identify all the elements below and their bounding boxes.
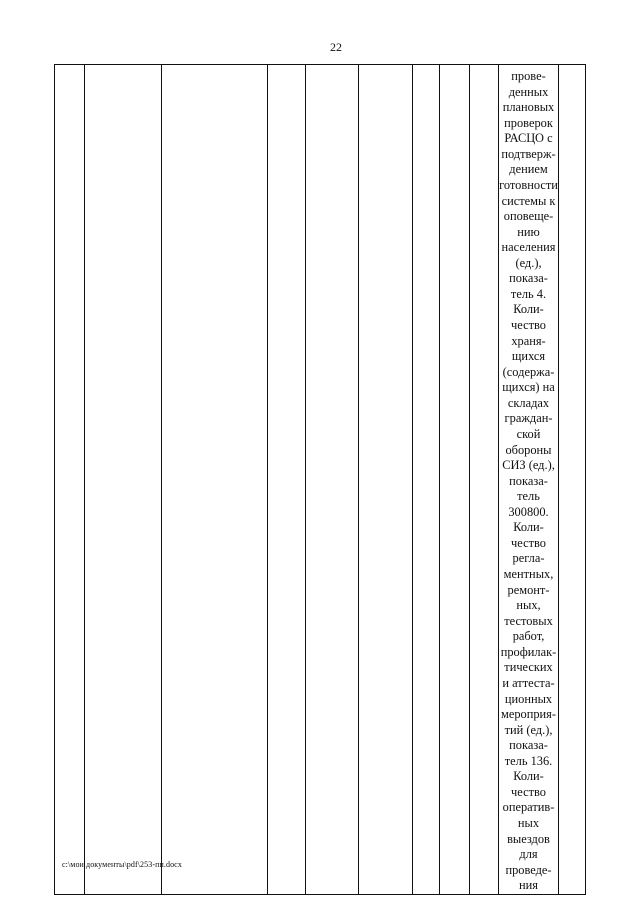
text-line: ционных — [504, 691, 553, 706]
table-cell-2 — [85, 65, 162, 895]
text-line: плановых — [502, 100, 555, 115]
text-line: Коли- — [513, 769, 544, 784]
text-line: ментных, — [503, 567, 554, 581]
text-line: оператив- — [502, 800, 555, 815]
text-line: чество — [511, 784, 546, 799]
text-line: СИЗ (ед.), — [502, 458, 555, 473]
text-line: подтверж- — [501, 146, 556, 161]
text-line: тий (ед.), — [504, 722, 553, 737]
text-line: тель — [517, 489, 540, 504]
text-line: тель 4. — [510, 286, 547, 301]
text-line: выездов — [507, 831, 550, 846]
text-line: показа- — [509, 738, 548, 753]
text-line: ния — [519, 878, 538, 893]
text-line: ных — [517, 816, 540, 830]
text-line: профилак- — [500, 644, 557, 659]
text-line: щихся — [511, 349, 546, 364]
text-line: системы к — [501, 193, 556, 208]
page-number: 22 — [330, 40, 342, 54]
text-line: складах — [507, 395, 550, 410]
text-line: тических — [504, 660, 553, 675]
text-line: тель 136. — [504, 753, 553, 768]
text-line: показа- — [509, 271, 548, 286]
table-row — [55, 65, 586, 895]
text-line: готовности — [499, 177, 558, 192]
text-line: дением — [509, 162, 548, 177]
text-line: ской — [516, 426, 541, 441]
text-line: оповеще- — [503, 209, 554, 224]
table-cell-9 — [470, 65, 499, 895]
indicator-cell — [499, 65, 559, 895]
table-cell-6 — [359, 65, 413, 895]
text-line: Коли- — [513, 520, 544, 535]
text-line: обороны — [505, 442, 552, 457]
text-line: тестовых — [504, 613, 553, 628]
table-cell-7 — [413, 65, 440, 895]
table-cell-5 — [306, 65, 359, 895]
text-line: нию — [517, 224, 540, 239]
table-cell-4 — [268, 65, 306, 895]
text-line: граждан- — [504, 411, 553, 426]
text-line: регла- — [512, 551, 545, 566]
table-cell-8 — [440, 65, 470, 895]
text-line: (ед.), — [515, 255, 542, 270]
text-line: для — [519, 847, 538, 862]
file-path-footer: c:\мои документы\pdf\253-пп.docx — [62, 860, 182, 869]
text-line: (содержа- — [502, 364, 555, 379]
text-line: Коли- — [513, 302, 544, 317]
text-line: храня- — [511, 333, 546, 348]
text-line: прове- — [511, 69, 546, 83]
table-cell-3 — [162, 65, 268, 895]
text-line: показа- — [509, 473, 548, 488]
text-line: ных, — [516, 598, 541, 613]
indicator-text — [499, 65, 558, 894]
text-line: ремонт- — [507, 582, 550, 597]
table-cell-11 — [559, 65, 586, 895]
text-line: денных — [508, 84, 549, 99]
text-line: и аттеста- — [502, 675, 555, 690]
table-cell-1 — [55, 65, 85, 895]
document-table — [54, 64, 586, 895]
text-line: РАСЦО с — [504, 131, 553, 146]
text-line: работ, — [512, 629, 545, 644]
text-line: щихся) на — [502, 380, 555, 395]
text-line: 300800. — [508, 504, 549, 519]
text-line: населения — [501, 240, 556, 255]
text-line: чество — [511, 535, 546, 550]
text-line: мероприя- — [500, 707, 556, 722]
text-line: чество — [511, 318, 546, 332]
text-line: проверок — [504, 115, 553, 130]
text-line: проведе- — [505, 862, 552, 877]
